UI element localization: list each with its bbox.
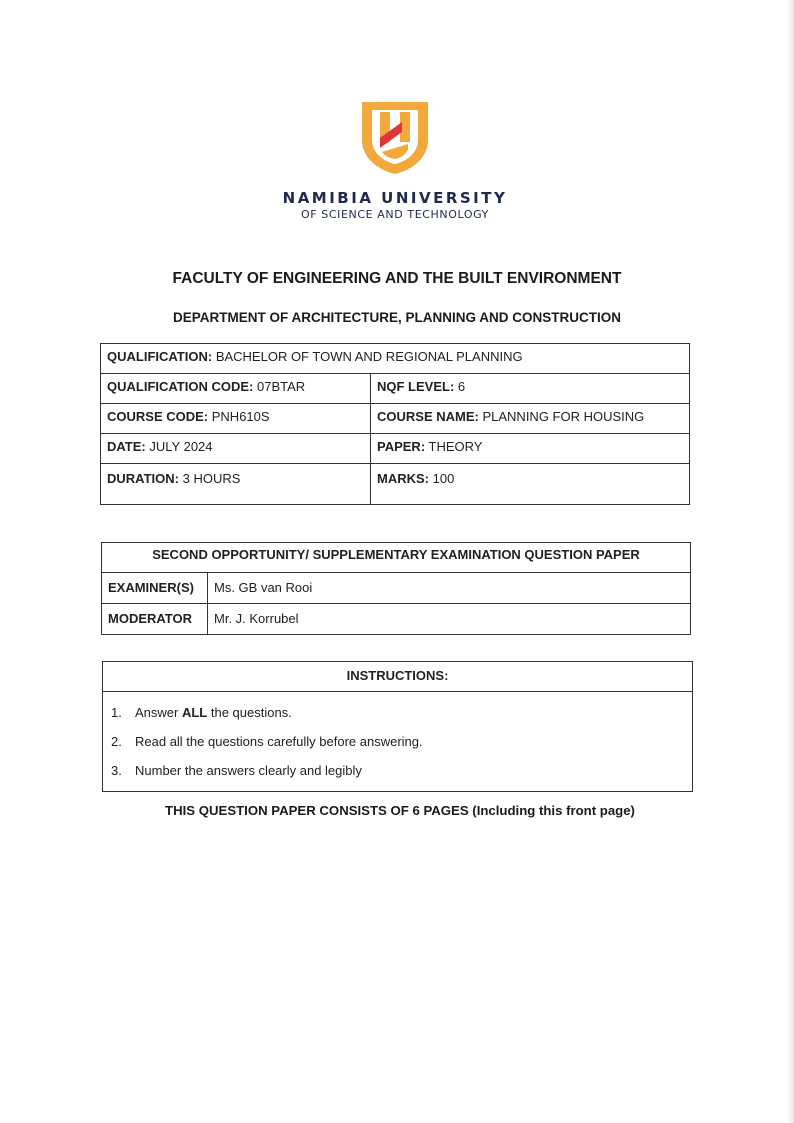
nqf-level-label: NQF LEVEL: bbox=[377, 379, 455, 394]
paper-cell bbox=[371, 434, 690, 464]
examination-table bbox=[101, 542, 691, 635]
examiner-value: Ms. GB van Rooi bbox=[208, 573, 691, 604]
instruction-number: 1. bbox=[111, 705, 122, 720]
course-name-cell bbox=[371, 404, 690, 434]
course-code-label: COURSE CODE: bbox=[107, 409, 209, 424]
instruction-text-pre: Answer bbox=[135, 705, 182, 720]
instruction-text: Number the answers clearly and legibly bbox=[135, 763, 362, 778]
date-value: JULY 2024 bbox=[149, 439, 213, 454]
duration-label: DURATION: bbox=[107, 471, 179, 486]
duration-value: 3 HOURS bbox=[182, 471, 241, 486]
paper-value: THEORY bbox=[428, 439, 483, 454]
marks-label: MARKS: bbox=[377, 471, 429, 486]
nqf-level-value: 6 bbox=[457, 379, 466, 394]
faculty-title: FACULTY OF ENGINEERING AND THE BUILT ENVIRONMENT bbox=[172, 270, 622, 287]
university-logo bbox=[356, 96, 434, 176]
date-label: DATE: bbox=[107, 439, 146, 454]
qualification-code-cell bbox=[101, 374, 371, 404]
page-count-note: THIS QUESTION PAPER CONSISTS OF 6 PAGES (Including this front page) bbox=[165, 803, 635, 818]
moderator-label: MODERATOR bbox=[102, 604, 208, 635]
instruction-item bbox=[111, 727, 686, 756]
university-subtitle: OF SCIENCE AND TECHNOLOGY bbox=[300, 208, 489, 221]
marks-value: 100 bbox=[432, 471, 455, 486]
instruction-text-post: the questions. bbox=[207, 705, 292, 720]
date-cell bbox=[101, 434, 371, 464]
instructions-list bbox=[111, 698, 686, 785]
course-code-value: PNH610S bbox=[211, 409, 270, 424]
instruction-text: Read all the questions carefully before answering. bbox=[135, 734, 423, 749]
duration-cell bbox=[101, 464, 371, 505]
instruction-item bbox=[111, 756, 686, 785]
instructions-table bbox=[102, 661, 693, 792]
instruction-text-bold: ALL bbox=[181, 705, 208, 720]
course-name-label: COURSE NAME: bbox=[377, 409, 479, 424]
nqf-level-cell bbox=[371, 374, 690, 404]
university-name: NAMIBIA UNIVERSITY bbox=[282, 189, 508, 207]
page-edge bbox=[788, 0, 794, 1123]
course-info-table bbox=[100, 343, 690, 505]
instructions-body bbox=[103, 692, 693, 792]
instructions-heading: INSTRUCTIONS: bbox=[103, 662, 693, 692]
marks-cell bbox=[371, 464, 690, 505]
qualification-value: BACHELOR OF TOWN AND REGIONAL PLANNING bbox=[215, 349, 523, 364]
course-code-cell bbox=[101, 404, 371, 434]
instruction-number: 3. bbox=[111, 763, 122, 778]
instruction-item bbox=[111, 698, 686, 727]
course-name-value: PLANNING FOR HOUSING bbox=[482, 409, 645, 424]
exam-heading: SECOND OPPORTUNITY/ SUPPLEMENTARY EXAMINATION QUESTION PAPER bbox=[102, 543, 691, 573]
shield-logo-icon bbox=[356, 96, 434, 176]
moderator-value: Mr. J. Korrubel bbox=[208, 604, 691, 635]
qualification-cell bbox=[101, 344, 690, 374]
examiner-label: EXAMINER(S) bbox=[102, 573, 208, 604]
paper-label: PAPER: bbox=[377, 439, 426, 454]
instruction-number: 2. bbox=[111, 734, 122, 749]
qualification-code-label: QUALIFICATION CODE: bbox=[107, 379, 254, 394]
department-title: DEPARTMENT OF ARCHITECTURE, PLANNING AND CONSTRUCTION bbox=[173, 310, 621, 325]
qualification-code-value: 07BTAR bbox=[256, 379, 306, 394]
qualification-label: QUALIFICATION: bbox=[107, 349, 213, 364]
